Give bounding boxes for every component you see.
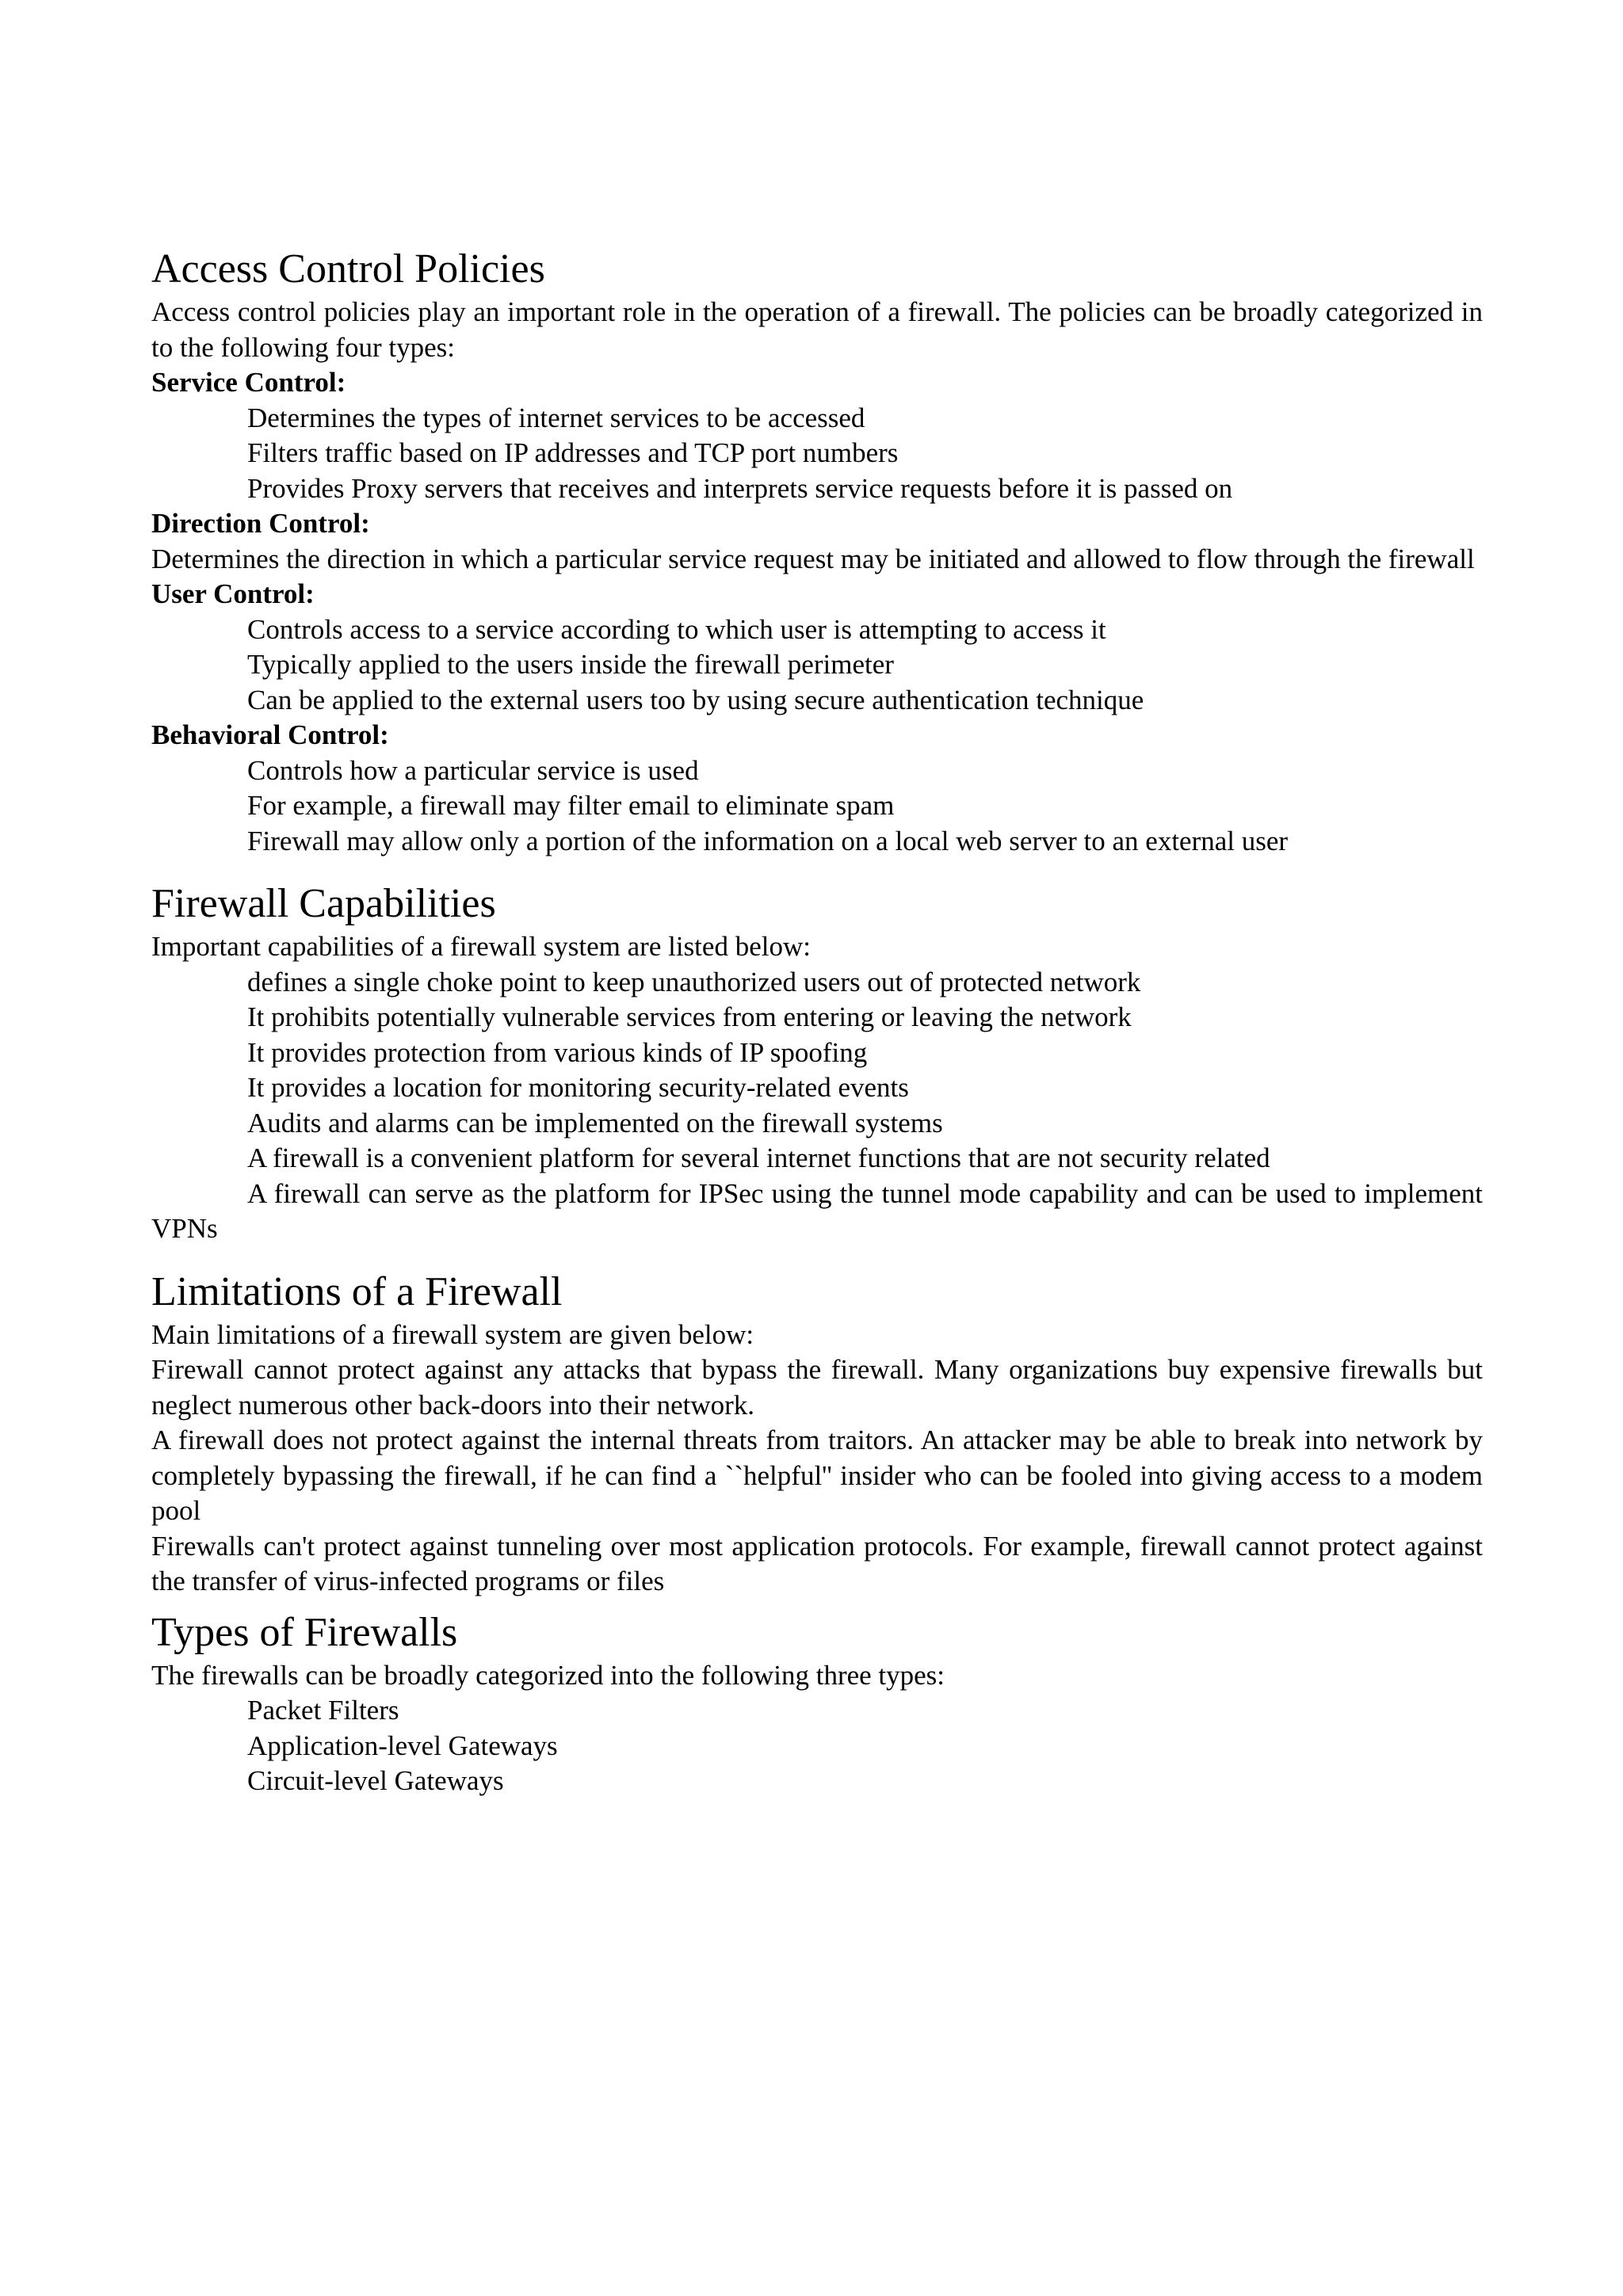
section-access-control: [151, 244, 1483, 859]
behavioral-control-heading: Behavioral Control:: [151, 719, 389, 750]
capability-item: A firewall can serve as the platform for IPSec using the tunnel mode capability and can be used to implement VPNs: [151, 1177, 1483, 1244]
document-content: [151, 244, 1483, 1799]
user-control-item: Can be applied to the external users too by using secure authentication technique: [247, 684, 1144, 715]
firewall-type-item: Packet Filters: [247, 1695, 399, 1726]
user-control-item: Typically applied to the users inside the firewall perimeter: [247, 649, 894, 680]
section-types: [151, 1608, 1483, 1799]
capability-item: defines a single choke point to keep unauthorized users out of protected network: [247, 966, 1141, 997]
types-intro-paragraph: The firewalls can be broadly categorized into the following three types:: [151, 1659, 945, 1691]
behavioral-control-item: Firewall may allow only a portion of the information on a local web server to an external user: [247, 825, 1289, 856]
section-limitations: [151, 1267, 1483, 1600]
limitation-paragraph: Firewalls can't protect against tunneling over most application protocols. For example, firewall cannot protect against the transfer of virus-infected programs or files: [151, 1530, 1483, 1596]
capabilities-intro-paragraph: Important capabilities of a firewall system are listed below:: [151, 931, 811, 962]
limitation-paragraph: Firewall cannot protect against any attacks that bypass the firewall. Many organizations buy expensive firewalls but neglect numerous other back-doors into their network.: [151, 1354, 1483, 1421]
firewall-type-item: Circuit-level Gateways: [247, 1765, 504, 1796]
service-control-item: Provides Proxy servers that receives and interprets service requests before it is passed on: [247, 472, 1233, 504]
section-capabilities: [151, 879, 1483, 1247]
direction-control-heading: Direction Control:: [151, 508, 370, 539]
limitation-paragraph: A firewall does not protect against the internal threats from traitors. An attacker may be able to break into network by completely bypassing the firewall, if he can find a ``helpful'' insider who can be fooled into giving access to a modem pool: [151, 1425, 1483, 1526]
user-control-heading: User Control:: [151, 578, 315, 609]
section-title-capabilities: Firewall Capabilities: [151, 881, 496, 926]
section-title-limitations: Limitations of a Firewall: [151, 1268, 563, 1314]
behavioral-control-item: Controls how a particular service is used: [247, 754, 699, 786]
service-control-heading: Service Control:: [151, 367, 346, 398]
access-intro-paragraph: Access control policies play an important role in the operation of a firewall. The policies can be broadly categorized in to the following four types:: [151, 296, 1483, 363]
section-title-types: Types of Firewalls: [151, 1609, 458, 1655]
section-spacer: [151, 859, 1483, 879]
user-control-item: Controls access to a service according to which user is attempting to access it: [247, 613, 1106, 645]
capability-item: Audits and alarms can be implemented on the firewall systems: [247, 1107, 943, 1138]
firewall-type-item: Application-level Gateways: [247, 1730, 558, 1761]
capability-item: A firewall is a convenient platform for several internet functions that are not security related: [247, 1142, 1270, 1173]
service-control-item: Determines the types of internet services to be accessed: [247, 402, 865, 433]
capability-item: It provides protection from various kinds of IP spoofing: [247, 1036, 868, 1068]
capability-item: It provides a location for monitoring security-related events: [247, 1072, 909, 1103]
section-spacer: [151, 1600, 1483, 1608]
section-spacer: [151, 1247, 1483, 1267]
capability-item: It prohibits potentially vulnerable services from entering or leaving the network: [247, 1001, 1132, 1032]
direction-control-text: Determines the direction in which a particular service request may be initiated and allowed to flow through the firewall: [151, 543, 1475, 574]
limitations-intro-paragraph: Main limitations of a firewall system are given below:: [151, 1318, 754, 1350]
service-control-item: Filters traffic based on IP addresses and TCP port numbers: [247, 437, 899, 468]
behavioral-control-item: For example, a firewall may filter email to eliminate spam: [247, 790, 895, 821]
section-title-access-control: Access Control Policies: [151, 246, 545, 292]
